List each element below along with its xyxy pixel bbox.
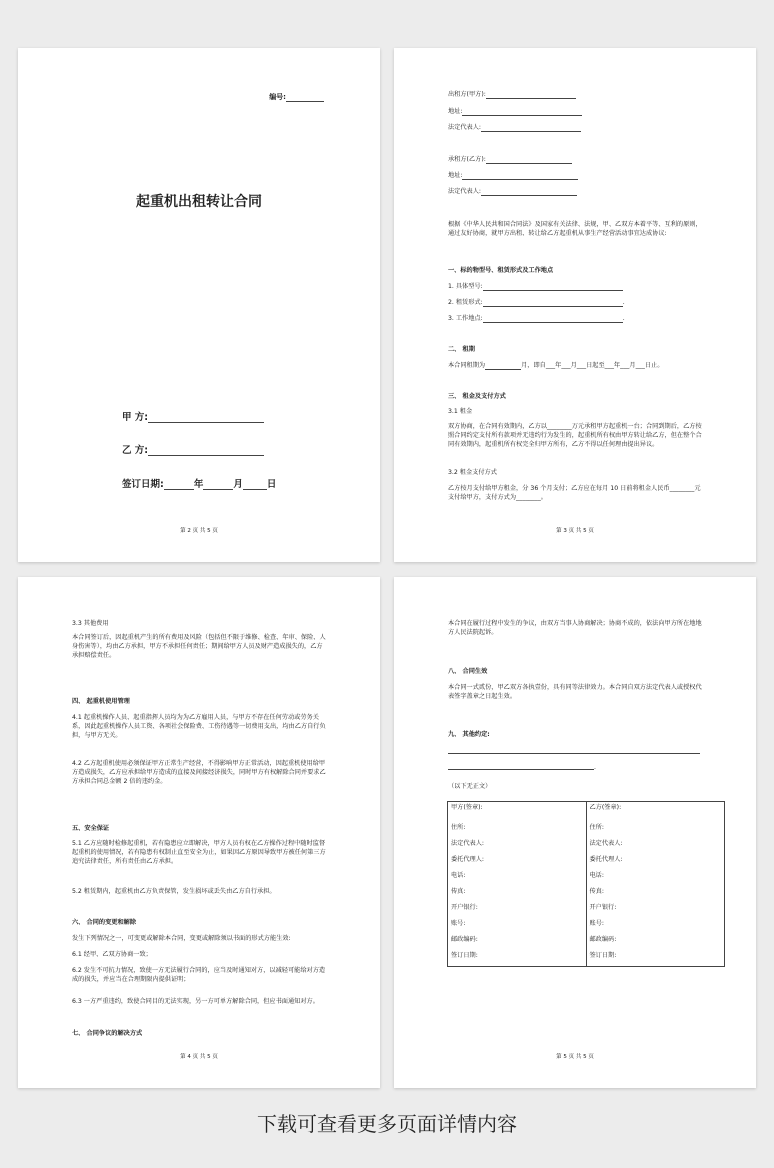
- lessee-address-line: 地址:: [448, 171, 578, 180]
- party-b-signature-line: [122, 442, 264, 456]
- lessee-rep-line: 法定代表人:: [448, 187, 577, 196]
- clause-5-1: 5.1 乙方应随时检修起重机，若有隐患应立即解决，甲方人员有权在乙方操作过程中随时监督起重机的使用情况，若有隐患有权制止直至安全为止，如果因乙方原因导致甲方被任何第三方追究法律责任，所有责任由乙方承担。: [72, 840, 326, 865]
- section-7-title: 七、 合同争议的解决方式: [72, 1030, 143, 1037]
- other-terms-blank-2: [448, 769, 594, 770]
- item-1-model: 1. 具体型号:: [448, 282, 623, 291]
- section-6-title: 六、 合同的变更和解除: [72, 919, 137, 926]
- lessor-rep-line: 法定代表人:: [448, 123, 581, 132]
- party-a-signature-block: 甲方(签章): 住所: 法定代表人: 委托代理人: 电话: 传真: 开户银行: 账号: 邮政编码: 签订日期:: [448, 802, 587, 967]
- contract-intro: 根据《中华人民共和国合同法》及国家有关法律、法规，甲、乙双方本着平等、互利的原则，通过友好协商，就甲方出租、转让给乙方起重机从事生产经营活动事宜达成协议:: [448, 221, 702, 237]
- item-3-location: 3. 工作地点: .: [448, 315, 625, 322]
- party-b-signature-block: 乙方(签章): 住所: 法定代表人: 委托代理人: 电话: 传真: 开户银行: 账号: 邮政编码: 签订日期:: [586, 802, 725, 967]
- date-label: 签订日期:: [122, 479, 164, 490]
- page-footer: 第 3 页 共 5 页: [556, 528, 594, 534]
- subsection-3-1: 3.1 租金: [448, 408, 473, 415]
- contract-page-cover: [18, 48, 380, 562]
- subsection-3-3: 3.3 其他费用: [72, 620, 109, 627]
- section-3-title: 三、 租金及支付方式: [448, 393, 506, 400]
- clause-6-1: 6.1 经甲、乙双方协商一致；: [72, 951, 152, 958]
- party-a-label: 甲 方:: [122, 412, 149, 423]
- subsection-3-2: 3.2 租金支付方式: [448, 469, 497, 476]
- payment-text: 乙方按月支付给甲方租金，分 36 个月支付；乙方应在每月 10 日前将租金人民币________元支付给甲方，支付方式为________。: [448, 485, 701, 501]
- section-9-title: 九、 其他约定:: [448, 731, 490, 738]
- effectiveness-text: 本合同一式贰份，甲乙双方各执壹份，具有同等法律效力。本合同自双方法定代表人或授权代表签字盖章之日起生效。: [448, 684, 702, 700]
- contract-page-signatures: 本合同在履行过程中发生的争议，由双方当事人协商解决；协商不成的，依法向甲方所在地地方人民法院起诉。 八、 合同生效 本合同一式贰份，甲乙双方各执壹份，具有同等法律效力。本合同自双方法定代表人或授权代表签字盖章之日起生效。 九、 其他约定: . （以下无正文） 甲方(签章): 住所: 法定代表人: 委托代理人: 电话: 传真: 开户银行: 账号: 邮政编码: 签订日期: 乙方(签章): 住所: 法定代表人: 委托代理人: 电话: 传真: 开户银行: 账号: 邮政编码: 签订日期: 第 5 页 共 5 页: [394, 577, 756, 1088]
- no-more-text-note: （以下无正文）: [448, 783, 492, 790]
- party-b-label: 乙 方:: [122, 445, 149, 456]
- clause-4-1: 4.1 起重机操作人员、起重指挥人员均为为乙方雇用人员，与甲方不存在任何劳动或劳务关系，因此起重机操作人员工资、各项社会保险费、工伤待遇等一切费用支出，均由乙方自行负担，与甲方无关。: [72, 714, 326, 739]
- contract-page-parties: [394, 48, 756, 562]
- section-5-title: 五、安全保证: [72, 825, 110, 832]
- lease-term-text: 本合同租期为 月，即自___年___月___日起至___年___月___日止。: [448, 362, 664, 369]
- document-title: 起重机出租转让合同: [136, 194, 262, 210]
- other-fees-text: 本合同签订后，因起重机产生的所有费用及风险（包括但不限于维修、检查、年审、保险、人身伤害等），均由乙方承担，甲方不承担任何责任；期间给甲方人员及财产造成损失的，乙方承担赔偿责任。: [72, 634, 326, 659]
- clause-4-2: 4.2 乙方起重机使用必须保证甲方正常生产经营，不得影响甲方正常活动，因起重机使用给甲方造成损失，乙方应承担给甲方造成的直接及间接经济损失，同时甲方有权解除合同并要求乙方承担合同总金额 2 倍的违约金。: [72, 760, 326, 785]
- page-footer: 第 5 页 共 5 页: [556, 1054, 594, 1060]
- contract-number: [269, 92, 324, 102]
- clause-5-2: 5.2 租赁期内，起重机由乙方负责保管，发生损坏或丢失由乙方自行承担。: [72, 888, 276, 895]
- signature-table: [447, 801, 725, 967]
- party-a-signature-line: [122, 409, 264, 423]
- page-footer: 第 4 页 共 5 页: [180, 1054, 218, 1060]
- contract-page-terms: [18, 577, 380, 1088]
- section-8-title: 八、 合同生效: [448, 668, 488, 675]
- other-terms-blank-1: [448, 753, 700, 754]
- section-2-title: 二、 租期: [448, 346, 475, 353]
- section-6-intro: 发生下列情况之一，可变更或解除本合同，变更或解除须以书面的形式方能生效:: [72, 935, 291, 942]
- number-blank: [286, 94, 324, 102]
- rent-text: 双方协商，在合同有效期内，乙方以________万元承租甲方起重机一台；合同到期后，乙方按照合同约定支付所有款项并无违约行为发生的，起重机所有权由甲方转让给乙方，但在整个合同有效期内，起重机所有权完全归甲方所有，乙方不得以任何理由提出异议。: [448, 423, 702, 448]
- signing-date-line: 签订日期: 年 月 日: [122, 479, 277, 490]
- lessee-line: 承租方(乙方):: [448, 155, 572, 164]
- lessor-address-line: 地址:: [448, 107, 582, 116]
- page-footer: 第 2 页 共 5 页: [180, 528, 218, 534]
- item-2-lease-form: 2. 租赁形式: .: [448, 299, 625, 306]
- section-1-title: 一、标的物型号、租赁形式及工作地点: [448, 267, 554, 274]
- section-4-title: 四、 起重机使用管理: [72, 698, 130, 705]
- clause-6-3: 6.3 一方严重违约，致使合同目的无法实现，另一方可单方解除合同，但应书面通知对方。: [72, 998, 319, 1005]
- dispute-text: 本合同在履行过程中发生的争议，由双方当事人协商解决；协商不成的，依法向甲方所在地地方人民法院起诉。: [448, 620, 702, 636]
- download-caption: 下载可查看更多页面详情内容: [257, 1112, 517, 1136]
- lessor-line: 出租方(甲方):: [448, 90, 576, 99]
- clause-6-2: 6.2 发生不可抗力情况，致使一方无法履行合同的，应当及时通知对方，以减轻可能给对方造成的损失，并应当在合理期限内提供证明；: [72, 967, 326, 983]
- number-label: 编号:: [269, 93, 286, 101]
